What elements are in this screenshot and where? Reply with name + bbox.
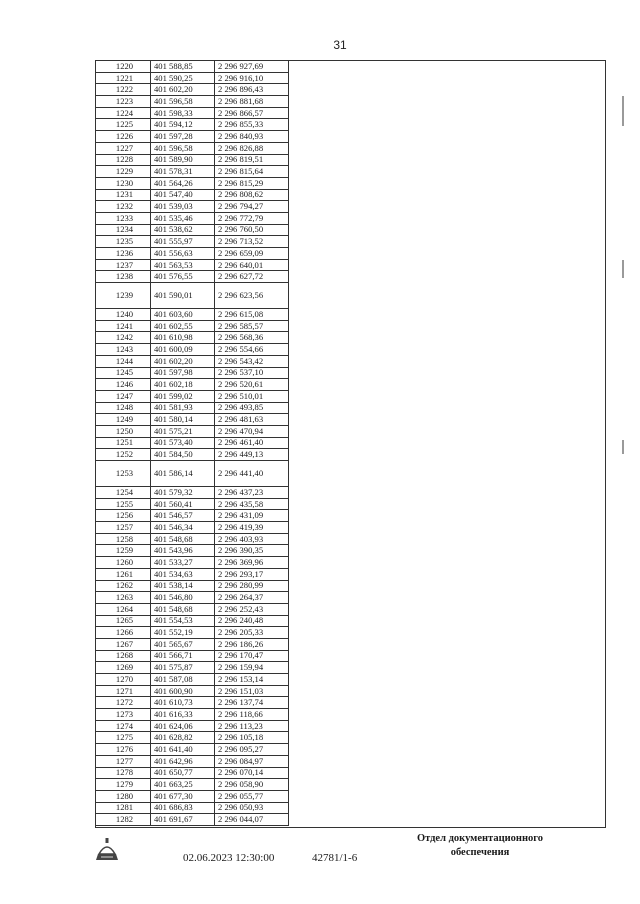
point-number-cell: 1282	[96, 814, 151, 826]
point-number-cell: 1263	[96, 592, 151, 604]
x-coordinate-cell: 401 538,14	[151, 580, 215, 592]
x-coordinate-cell: 401 538,62	[151, 224, 215, 236]
y-coordinate-cell: 2 296 435,58	[215, 498, 289, 510]
y-coordinate-cell: 2 296 105,18	[215, 732, 289, 744]
table-row	[96, 685, 289, 697]
margin-scan-mark	[622, 440, 624, 454]
x-coordinate-cell: 401 556,63	[151, 248, 215, 260]
table-row	[96, 533, 289, 545]
table-row	[96, 344, 289, 356]
table-row	[96, 568, 289, 580]
x-coordinate-cell: 401 600,09	[151, 344, 215, 356]
point-number-cell: 1269	[96, 662, 151, 674]
y-coordinate-cell: 2 296 390,35	[215, 545, 289, 557]
point-number-cell: 1237	[96, 259, 151, 271]
y-coordinate-cell: 2 296 927,69	[215, 61, 289, 73]
point-number-cell: 1224	[96, 107, 151, 119]
point-number-cell: 1223	[96, 96, 151, 108]
table-row	[96, 390, 289, 402]
y-coordinate-cell: 2 296 543,42	[215, 355, 289, 367]
x-coordinate-cell: 401 584,50	[151, 449, 215, 461]
y-coordinate-cell: 2 296 441,40	[215, 461, 289, 487]
table-row	[96, 131, 289, 143]
table-row	[96, 212, 289, 224]
y-coordinate-cell: 2 296 881,68	[215, 96, 289, 108]
point-number-cell: 1228	[96, 154, 151, 166]
y-coordinate-cell: 2 296 159,94	[215, 662, 289, 674]
footer-document-code: 42781/1-6	[312, 852, 358, 864]
y-coordinate-cell: 2 296 640,01	[215, 259, 289, 271]
x-coordinate-cell: 401 560,41	[151, 498, 215, 510]
x-coordinate-cell: 401 563,53	[151, 259, 215, 271]
point-number-cell: 1265	[96, 615, 151, 627]
y-coordinate-cell: 2 296 855,33	[215, 119, 289, 131]
y-coordinate-cell: 2 296 866,57	[215, 107, 289, 119]
department-line-1: Отдел документационного	[416, 833, 544, 844]
point-number-cell: 1264	[96, 603, 151, 615]
y-coordinate-cell: 2 296 449,13	[215, 449, 289, 461]
x-coordinate-cell: 401 586,14	[151, 461, 215, 487]
y-coordinate-cell: 2 296 840,93	[215, 131, 289, 143]
point-number-cell: 1222	[96, 84, 151, 96]
y-coordinate-cell: 2 296 815,64	[215, 166, 289, 178]
point-number-cell: 1233	[96, 212, 151, 224]
point-number-cell: 1262	[96, 580, 151, 592]
table-row	[96, 744, 289, 756]
y-coordinate-cell: 2 296 113,23	[215, 720, 289, 732]
point-number-cell: 1281	[96, 802, 151, 814]
x-coordinate-cell: 401 533,27	[151, 557, 215, 569]
x-coordinate-cell: 401 575,21	[151, 425, 215, 437]
y-coordinate-cell: 2 296 205,33	[215, 627, 289, 639]
y-coordinate-cell: 2 296 585,57	[215, 320, 289, 332]
x-coordinate-cell: 401 677,30	[151, 790, 215, 802]
point-number-cell: 1226	[96, 131, 151, 143]
x-coordinate-cell: 401 580,14	[151, 414, 215, 426]
x-coordinate-cell: 401 691,67	[151, 814, 215, 826]
x-coordinate-cell: 401 588,85	[151, 61, 215, 73]
x-coordinate-cell: 401 546,57	[151, 510, 215, 522]
x-coordinate-cell: 401 598,33	[151, 107, 215, 119]
point-number-cell: 1280	[96, 790, 151, 802]
table-row	[96, 309, 289, 321]
table-row	[96, 379, 289, 391]
x-coordinate-cell: 401 594,12	[151, 119, 215, 131]
y-coordinate-cell: 2 296 369,96	[215, 557, 289, 569]
y-coordinate-cell: 2 296 615,08	[215, 309, 289, 321]
x-coordinate-cell: 401 603,60	[151, 309, 215, 321]
table-row	[96, 709, 289, 721]
table-row	[96, 615, 289, 627]
table-row	[96, 72, 289, 84]
y-coordinate-cell: 2 296 794,27	[215, 201, 289, 213]
point-number-cell: 1234	[96, 224, 151, 236]
x-coordinate-cell: 401 624,06	[151, 720, 215, 732]
y-coordinate-cell: 2 296 461,40	[215, 437, 289, 449]
point-number-cell: 1227	[96, 142, 151, 154]
point-number-cell: 1267	[96, 638, 151, 650]
department-stamp	[400, 832, 560, 860]
y-coordinate-cell: 2 296 151,03	[215, 685, 289, 697]
table-row	[96, 84, 289, 96]
x-coordinate-cell: 401 599,02	[151, 390, 215, 402]
table-row	[96, 638, 289, 650]
coordinates-table	[95, 60, 289, 826]
table-row	[96, 224, 289, 236]
point-number-cell: 1243	[96, 344, 151, 356]
y-coordinate-cell: 2 296 252,43	[215, 603, 289, 615]
y-coordinate-cell: 2 296 808,62	[215, 189, 289, 201]
y-coordinate-cell: 2 296 713,52	[215, 236, 289, 248]
page-number: 31	[333, 38, 347, 52]
x-coordinate-cell: 401 597,98	[151, 367, 215, 379]
point-number-cell: 1279	[96, 779, 151, 791]
table-row	[96, 271, 289, 283]
x-coordinate-cell: 401 628,82	[151, 732, 215, 744]
point-number-cell: 1276	[96, 744, 151, 756]
point-number-cell: 1248	[96, 402, 151, 414]
table-row	[96, 320, 289, 332]
x-coordinate-cell: 401 596,58	[151, 96, 215, 108]
y-coordinate-cell: 2 296 537,10	[215, 367, 289, 379]
y-coordinate-cell: 2 296 044,07	[215, 814, 289, 826]
y-coordinate-cell: 2 296 760,50	[215, 224, 289, 236]
point-number-cell: 1239	[96, 283, 151, 309]
point-number-cell: 1271	[96, 685, 151, 697]
point-number-cell: 1231	[96, 189, 151, 201]
x-coordinate-cell: 401 575,87	[151, 662, 215, 674]
x-coordinate-cell: 401 579,32	[151, 487, 215, 499]
x-coordinate-cell: 401 535,46	[151, 212, 215, 224]
point-number-cell: 1255	[96, 498, 151, 510]
y-coordinate-cell: 2 296 153,14	[215, 674, 289, 686]
y-coordinate-cell: 2 296 437,23	[215, 487, 289, 499]
table-row	[96, 154, 289, 166]
x-coordinate-cell: 401 602,18	[151, 379, 215, 391]
table-row	[96, 96, 289, 108]
table-row	[96, 283, 289, 309]
table-row	[96, 402, 289, 414]
y-coordinate-cell: 2 296 510,01	[215, 390, 289, 402]
table-row	[96, 674, 289, 686]
x-coordinate-cell: 401 576,55	[151, 271, 215, 283]
y-coordinate-cell: 2 296 070,14	[215, 767, 289, 779]
y-coordinate-cell: 2 296 627,72	[215, 271, 289, 283]
table-row	[96, 662, 289, 674]
point-number-cell: 1229	[96, 166, 151, 178]
y-coordinate-cell: 2 296 659,09	[215, 248, 289, 260]
y-coordinate-cell: 2 296 493,85	[215, 402, 289, 414]
x-coordinate-cell: 401 546,34	[151, 522, 215, 534]
x-coordinate-cell: 401 602,20	[151, 84, 215, 96]
y-coordinate-cell: 2 296 916,10	[215, 72, 289, 84]
y-coordinate-cell: 2 296 772,79	[215, 212, 289, 224]
y-coordinate-cell: 2 296 264,37	[215, 592, 289, 604]
table-row	[96, 545, 289, 557]
point-number-cell: 1270	[96, 674, 151, 686]
point-number-cell: 1254	[96, 487, 151, 499]
table-row	[96, 414, 289, 426]
point-number-cell: 1235	[96, 236, 151, 248]
x-coordinate-cell: 401 543,96	[151, 545, 215, 557]
table-row	[96, 603, 289, 615]
table-row	[96, 510, 289, 522]
table-row	[96, 367, 289, 379]
point-number-cell: 1273	[96, 709, 151, 721]
point-number-cell: 1253	[96, 461, 151, 487]
table-row	[96, 259, 289, 271]
x-coordinate-cell: 401 641,40	[151, 744, 215, 756]
x-coordinate-cell: 401 552,19	[151, 627, 215, 639]
table-row	[96, 142, 289, 154]
y-coordinate-cell: 2 296 170,47	[215, 650, 289, 662]
point-number-cell: 1257	[96, 522, 151, 534]
x-coordinate-cell: 401 663,25	[151, 779, 215, 791]
point-number-cell: 1232	[96, 201, 151, 213]
point-number-cell: 1250	[96, 425, 151, 437]
x-coordinate-cell: 401 600,90	[151, 685, 215, 697]
x-coordinate-cell: 401 581,93	[151, 402, 215, 414]
x-coordinate-cell: 401 587,08	[151, 674, 215, 686]
x-coordinate-cell: 401 566,71	[151, 650, 215, 662]
table-row	[96, 755, 289, 767]
point-number-cell: 1230	[96, 177, 151, 189]
x-coordinate-cell: 401 596,58	[151, 142, 215, 154]
y-coordinate-cell: 2 296 623,56	[215, 283, 289, 309]
y-coordinate-cell: 2 296 137,74	[215, 697, 289, 709]
department-line-2: обеспечения	[450, 847, 510, 858]
y-coordinate-cell: 2 296 280,99	[215, 580, 289, 592]
x-coordinate-cell: 401 573,40	[151, 437, 215, 449]
y-coordinate-cell: 2 296 819,51	[215, 154, 289, 166]
x-coordinate-cell: 401 534,63	[151, 568, 215, 580]
point-number-cell: 1221	[96, 72, 151, 84]
x-coordinate-cell: 401 589,90	[151, 154, 215, 166]
point-number-cell: 1277	[96, 755, 151, 767]
table-row	[96, 437, 289, 449]
x-coordinate-cell: 401 642,96	[151, 755, 215, 767]
point-number-cell: 1220	[96, 61, 151, 73]
coordinates-table-body	[96, 61, 289, 826]
point-number-cell: 1247	[96, 390, 151, 402]
table-row	[96, 461, 289, 487]
y-coordinate-cell: 2 296 520,61	[215, 379, 289, 391]
y-coordinate-cell: 2 296 058,90	[215, 779, 289, 791]
y-coordinate-cell: 2 296 186,26	[215, 638, 289, 650]
table-row	[96, 61, 289, 73]
table-row	[96, 487, 289, 499]
x-coordinate-cell: 401 602,20	[151, 355, 215, 367]
x-coordinate-cell: 401 565,67	[151, 638, 215, 650]
x-coordinate-cell: 401 548,68	[151, 603, 215, 615]
table-row	[96, 332, 289, 344]
x-coordinate-cell: 401 539,03	[151, 201, 215, 213]
seal-emblem-icon	[92, 834, 122, 864]
x-coordinate-cell: 401 650,77	[151, 767, 215, 779]
y-coordinate-cell: 2 296 118,66	[215, 709, 289, 721]
y-coordinate-cell: 2 296 095,27	[215, 744, 289, 756]
table-row	[96, 580, 289, 592]
y-coordinate-cell: 2 296 554,66	[215, 344, 289, 356]
table-row	[96, 814, 289, 826]
table-row	[96, 697, 289, 709]
table-row	[96, 355, 289, 367]
point-number-cell: 1249	[96, 414, 151, 426]
x-coordinate-cell: 401 554,53	[151, 615, 215, 627]
point-number-cell: 1245	[96, 367, 151, 379]
y-coordinate-cell: 2 296 055,77	[215, 790, 289, 802]
point-number-cell: 1240	[96, 309, 151, 321]
margin-scan-mark	[622, 96, 624, 126]
y-coordinate-cell: 2 296 419,39	[215, 522, 289, 534]
x-coordinate-cell: 401 578,31	[151, 166, 215, 178]
table-row	[96, 425, 289, 437]
table-row	[96, 189, 289, 201]
point-number-cell: 1272	[96, 697, 151, 709]
x-coordinate-cell: 401 597,28	[151, 131, 215, 143]
table-row	[96, 498, 289, 510]
y-coordinate-cell: 2 296 826,88	[215, 142, 289, 154]
point-number-cell: 1260	[96, 557, 151, 569]
point-number-cell: 1274	[96, 720, 151, 732]
point-number-cell: 1251	[96, 437, 151, 449]
table-row	[96, 767, 289, 779]
x-coordinate-cell: 401 590,25	[151, 72, 215, 84]
y-coordinate-cell: 2 296 431,09	[215, 510, 289, 522]
point-number-cell: 1266	[96, 627, 151, 639]
table-row	[96, 449, 289, 461]
y-coordinate-cell: 2 296 470,94	[215, 425, 289, 437]
y-coordinate-cell: 2 296 050,93	[215, 802, 289, 814]
table-row	[96, 166, 289, 178]
table-row	[96, 201, 289, 213]
table-row	[96, 236, 289, 248]
x-coordinate-cell: 401 555,97	[151, 236, 215, 248]
table-row	[96, 107, 289, 119]
table-row	[96, 650, 289, 662]
y-coordinate-cell: 2 296 481,63	[215, 414, 289, 426]
point-number-cell: 1259	[96, 545, 151, 557]
table-row	[96, 802, 289, 814]
y-coordinate-cell: 2 296 896,43	[215, 84, 289, 96]
point-number-cell: 1238	[96, 271, 151, 283]
point-number-cell: 1225	[96, 119, 151, 131]
table-row	[96, 119, 289, 131]
table-row	[96, 720, 289, 732]
x-coordinate-cell: 401 548,68	[151, 533, 215, 545]
point-number-cell: 1261	[96, 568, 151, 580]
point-number-cell: 1268	[96, 650, 151, 662]
point-number-cell: 1241	[96, 320, 151, 332]
point-number-cell: 1275	[96, 732, 151, 744]
x-coordinate-cell: 401 590,01	[151, 283, 215, 309]
point-number-cell: 1246	[96, 379, 151, 391]
point-number-cell: 1252	[96, 449, 151, 461]
x-coordinate-cell: 401 610,98	[151, 332, 215, 344]
x-coordinate-cell: 401 546,80	[151, 592, 215, 604]
table-row	[96, 522, 289, 534]
table-row	[96, 627, 289, 639]
table-row	[96, 779, 289, 791]
y-coordinate-cell: 2 296 568,36	[215, 332, 289, 344]
table-row	[96, 790, 289, 802]
point-number-cell: 1278	[96, 767, 151, 779]
point-number-cell: 1244	[96, 355, 151, 367]
table-row	[96, 592, 289, 604]
point-number-cell: 1236	[96, 248, 151, 260]
x-coordinate-cell: 401 564,26	[151, 177, 215, 189]
x-coordinate-cell: 401 616,33	[151, 709, 215, 721]
table-row	[96, 557, 289, 569]
x-coordinate-cell: 401 547,40	[151, 189, 215, 201]
y-coordinate-cell: 2 296 240,48	[215, 615, 289, 627]
table-row	[96, 177, 289, 189]
footer-datetime: 02.06.2023 12:30:00	[183, 852, 275, 864]
point-number-cell: 1242	[96, 332, 151, 344]
y-coordinate-cell: 2 296 815,29	[215, 177, 289, 189]
y-coordinate-cell: 2 296 403,93	[215, 533, 289, 545]
y-coordinate-cell: 2 296 084,97	[215, 755, 289, 767]
x-coordinate-cell: 401 686,83	[151, 802, 215, 814]
x-coordinate-cell: 401 602,55	[151, 320, 215, 332]
point-number-cell: 1256	[96, 510, 151, 522]
table-row	[96, 732, 289, 744]
margin-scan-mark	[622, 260, 624, 278]
x-coordinate-cell: 401 610,73	[151, 697, 215, 709]
table-row	[96, 248, 289, 260]
y-coordinate-cell: 2 296 293,17	[215, 568, 289, 580]
point-number-cell: 1258	[96, 533, 151, 545]
